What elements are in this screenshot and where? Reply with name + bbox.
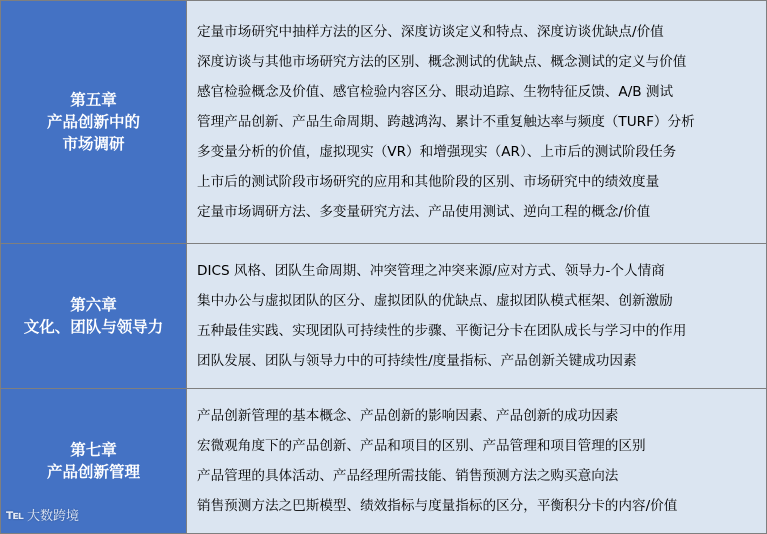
chapter-row	[1, 244, 767, 389]
watermark	[6, 505, 79, 524]
topic-line: 团队发展、团队与领导力中的可持续性/度量指标、产品创新关键成功因素	[197, 353, 637, 369]
watermark-text: 大数跨境	[26, 509, 79, 524]
topic-line: 多变量分析的价值，虚拟现实（VR）和增强现实（AR）、上市后的测试阶段任务	[197, 144, 677, 160]
topic-line: 定量市场调研方法、多变量研究方法、产品使用测试、逆向工程的概念/价值	[197, 204, 651, 220]
chapter-title-line: 市场调研	[62, 134, 125, 153]
topic-line: 销售预测方法之巴斯模型、绩效指标与度量指标的区分，平衡积分卡的内容/价值	[197, 498, 678, 514]
topic-line: 宏微观角度下的产品创新、产品和项目的区别、产品管理和项目管理的区别	[197, 438, 646, 454]
topic-line: 产品管理的具体活动、产品经理所需技能、销售预测方法之购买意向法	[197, 468, 619, 484]
chapter-number: 第七章	[70, 440, 117, 459]
chapter-title-line: 产品创新管理	[46, 462, 140, 481]
chapter-title-line: 文化、团队与领导力	[23, 317, 164, 336]
chapter-content-cell	[187, 244, 767, 389]
chapter-row	[1, 389, 767, 534]
topic-line: 上市后的测试阶段市场研究的应用和其他阶段的区别、市场研究中的绩效度量	[197, 174, 660, 190]
topic-line: 集中办公与虚拟团队的区分、虚拟团队的优缺点、虚拟团队模式框架、创新激励	[197, 293, 673, 309]
topic-line: 感官检验概念及价值、感官检验内容区分、眼动追踪、生物特征反馈、A/B 测试	[197, 84, 674, 100]
topic-line: 五种最佳实践、实现团队可持续性的步骤、平衡记分卡在团队成长与学习中的作用	[197, 323, 687, 339]
logo-icon: ℡	[6, 506, 23, 523]
chapter-title-line: 产品创新中的	[46, 112, 140, 131]
chapter-row	[1, 1, 767, 244]
topic-line: 定量市场研究中抽样方法的区分、深度访谈定义和特点、深度访谈优缺点/价值	[197, 24, 664, 40]
topic-line: 管理产品创新、产品生命周期、跨越鸿沟、累计不重复触达率与频度（TURF）分析	[197, 114, 695, 130]
chapter-content-cell	[187, 389, 767, 534]
topic-line: 深度访谈与其他市场研究方法的区别、概念测试的优缺点、概念测试的定义与价值	[197, 54, 687, 70]
chapter-number: 第五章	[70, 90, 117, 109]
chapter-content-cell	[187, 1, 767, 244]
chapter-title-cell	[1, 1, 187, 244]
topic-line: 产品创新管理的基本概念、产品创新的影响因素、产品创新的成功因素	[197, 408, 619, 424]
chapter-title-cell	[1, 244, 187, 389]
topic-line: DICS 风格、团队生命周期、冲突管理之冲突来源/应对方式、领导力-个人情商	[197, 263, 665, 279]
chapter-number: 第六章	[70, 295, 117, 314]
